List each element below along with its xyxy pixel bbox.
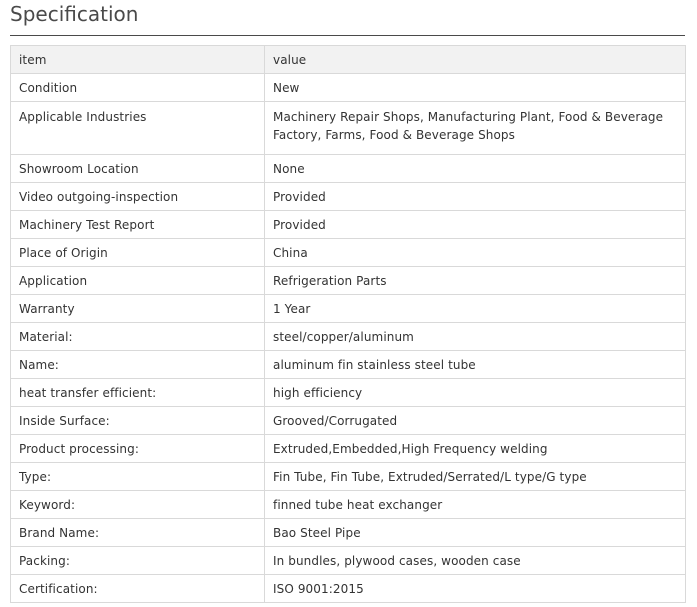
row-value: Machinery Repair Shops, Manufacturing Plant, Food & Beverage Factory, Farms, Food & Beverage Shops	[265, 102, 686, 155]
row-value: New	[265, 74, 686, 102]
row-item: Condition	[11, 74, 265, 102]
table-row	[11, 295, 686, 323]
row-value: finned tube heat exchanger	[265, 491, 686, 519]
row-value: Provided	[265, 183, 686, 211]
table-row	[11, 323, 686, 351]
row-value: Extruded,Embedded,High Frequency welding	[265, 435, 686, 463]
row-item: Certification:	[11, 575, 265, 603]
title-divider	[10, 35, 685, 36]
row-value: ISO 9001:2015	[265, 575, 686, 603]
table-row	[11, 463, 686, 491]
section-title: Specification	[10, 2, 139, 26]
row-item: Inside Surface:	[11, 407, 265, 435]
table-row	[11, 519, 686, 547]
header-item: item	[11, 46, 265, 74]
row-item: Showroom Location	[11, 155, 265, 183]
row-item: Type:	[11, 463, 265, 491]
row-item: Applicable Industries	[11, 102, 265, 155]
row-item: Packing:	[11, 547, 265, 575]
table-row	[11, 211, 686, 239]
row-value: China	[265, 239, 686, 267]
row-item: Video outgoing-inspection	[11, 183, 265, 211]
row-value: high efficiency	[265, 379, 686, 407]
row-value: In bundles, plywood cases, wooden case	[265, 547, 686, 575]
row-value: 1 Year	[265, 295, 686, 323]
row-item: Keyword:	[11, 491, 265, 519]
header-value: value	[265, 46, 686, 74]
table-row	[11, 407, 686, 435]
table-row	[11, 155, 686, 183]
specification-table	[10, 45, 686, 603]
table-row	[11, 547, 686, 575]
row-item: Brand Name:	[11, 519, 265, 547]
table-row	[11, 74, 686, 102]
row-value: Fin Tube, Fin Tube, Extruded/Serrated/L type/G type	[265, 463, 686, 491]
row-item: Place of Origin	[11, 239, 265, 267]
row-value: Grooved/Corrugated	[265, 407, 686, 435]
table-row	[11, 267, 686, 295]
row-item: heat transfer efficient:	[11, 379, 265, 407]
row-item: Warranty	[11, 295, 265, 323]
row-value: steel/copper/aluminum	[265, 323, 686, 351]
row-value: Provided	[265, 211, 686, 239]
table-row	[11, 435, 686, 463]
table-row	[11, 491, 686, 519]
row-value: Refrigeration Parts	[265, 267, 686, 295]
table-row	[11, 575, 686, 603]
table-row	[11, 239, 686, 267]
row-item: Application	[11, 267, 265, 295]
row-item: Material:	[11, 323, 265, 351]
row-value: aluminum fin stainless steel tube	[265, 351, 686, 379]
row-value: None	[265, 155, 686, 183]
table-row	[11, 379, 686, 407]
row-item: Name:	[11, 351, 265, 379]
table-header-row	[11, 46, 686, 74]
table-row	[11, 102, 686, 155]
row-value: Bao Steel Pipe	[265, 519, 686, 547]
table-row	[11, 351, 686, 379]
row-item: Machinery Test Report	[11, 211, 265, 239]
table-row	[11, 183, 686, 211]
row-item: Product processing:	[11, 435, 265, 463]
